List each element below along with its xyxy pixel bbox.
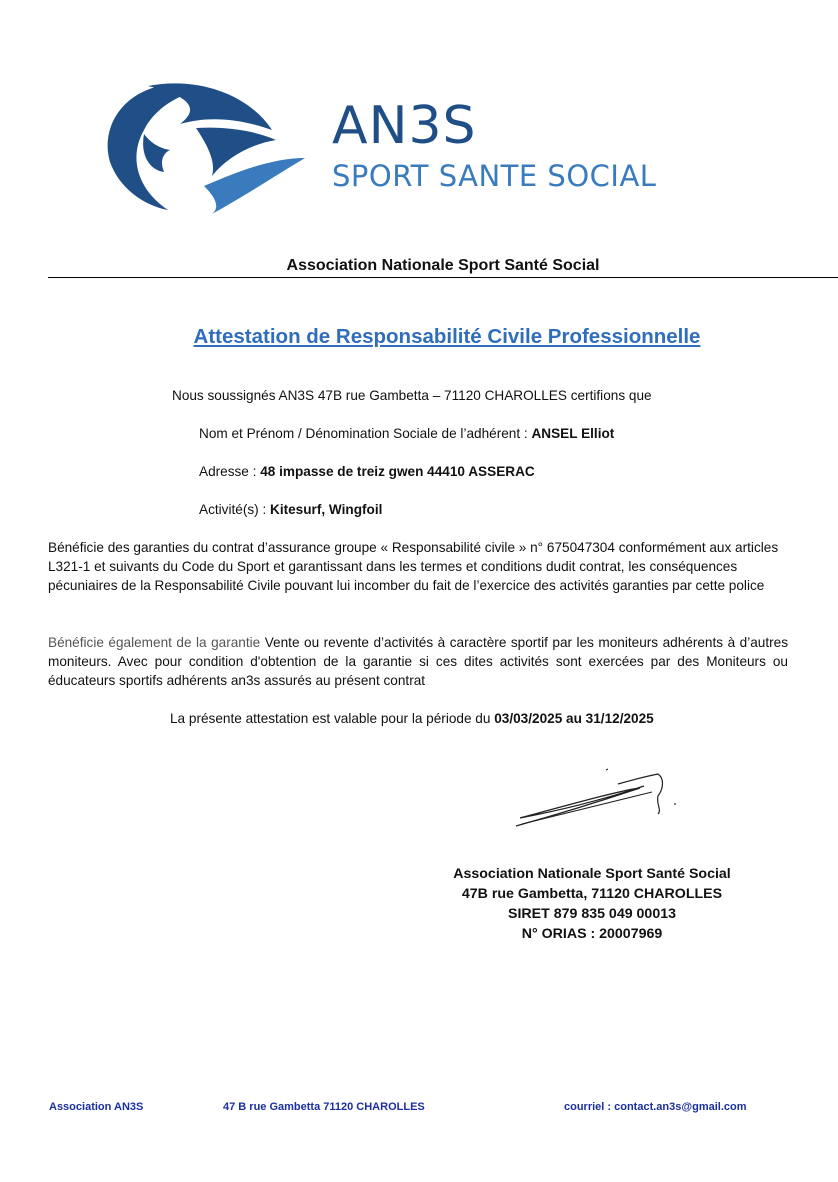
manta-ray-logo-icon: [100, 78, 315, 216]
header-divider: [48, 277, 838, 278]
additional-coverage-paragraph: [48, 633, 788, 690]
signature-block: [372, 864, 812, 944]
additional-coverage-lead: Bénéficie également de la garantie: [48, 635, 261, 650]
member-activities-value: Kitesurf, Wingfoil: [270, 502, 383, 517]
signature-orias: N° ORIAS : 20007969: [521, 926, 663, 942]
validity-text: La présente attestation est valable pour la période du: [170, 711, 495, 726]
footer-address: 47 B rue Gambetta 71120 CHAROLLES: [223, 1101, 425, 1113]
document-title: Attestation de Responsabilité Civile Professionnelle: [193, 325, 701, 348]
member-address-label: Adresse :: [199, 464, 261, 479]
coverage-paragraph: Bénéficie des garanties du contrat d’assurance groupe « Responsabilité civile » n° 675047304 conformément aux articles L321-1 et suivants du Code du Sport et garantissant dans les termes et conditions dudit contrat, les conséquences pécuniaires de la Responsabilité Civile pouvant lui incomber du fait de l’exercice des activités garanties par cette police: [48, 540, 779, 593]
intro-statement: Nous soussignés AN3S 47B rue Gambetta – 71120 CHAROLLES certifions que: [172, 388, 652, 403]
signature-siret: SIRET 879 835 049 00013: [507, 906, 676, 922]
validity-period: 03/03/2025 au 31/12/2025: [494, 711, 654, 726]
brand-name: AN3S: [332, 96, 477, 156]
member-address-value: 48 impasse de treiz gwen 44410 ASSERAC: [260, 464, 535, 479]
member-name-label: Nom et Prénom / Dénomination Sociale de l’adhérent :: [199, 426, 532, 441]
signature-address: 47B rue Gambetta, 71120 CHAROLLES: [461, 886, 723, 902]
member-address-field: [199, 462, 535, 481]
brand-tagline: SPORT SANTE SOCIAL: [332, 159, 657, 193]
footer-organization: Association AN3S: [49, 1101, 144, 1113]
member-activities-label: Activité(s) :: [199, 502, 270, 517]
footer-email: courriel : contact.an3s@gmail.com: [564, 1101, 747, 1113]
organization-header: Association Nationale Sport Santé Social: [286, 257, 600, 274]
additional-coverage-text: Vente ou revente d’activités à caractère sportif par les moniteurs adhérents à d’autres moniteurs. Avec pour condition d'obtention de la garantie si ces dites activités sont exercées par des Moniteurs ou éducateurs sportifs adhérents an3s assurés au présent contrat: [48, 635, 788, 688]
signature-org-name: Association Nationale Sport Santé Social: [453, 866, 731, 882]
validity-statement: [170, 709, 654, 728]
handwritten-signature: [512, 764, 682, 830]
member-name-field: [199, 424, 614, 443]
member-activities-field: [199, 500, 382, 519]
member-name-value: ANSEL Elliot: [531, 426, 615, 441]
